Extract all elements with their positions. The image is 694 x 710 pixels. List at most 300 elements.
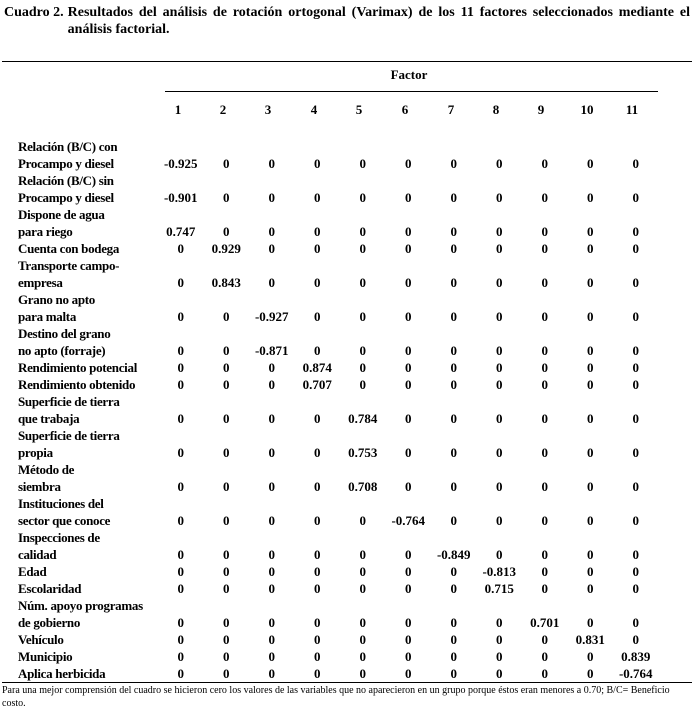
loading-value: 0 <box>541 224 548 239</box>
row-label <box>18 580 158 597</box>
loading-value: 0 <box>450 275 457 290</box>
loading-value: 0 <box>314 156 321 171</box>
caption-number: Cuadro 2. <box>4 5 64 20</box>
row-label <box>18 291 158 325</box>
loading-value: 0 <box>268 581 275 596</box>
loading-value: 0 <box>268 241 275 256</box>
loading-value: 0 <box>587 309 594 324</box>
loading-value: 0 <box>541 156 548 171</box>
loading-value: 0 <box>177 615 184 630</box>
loading-value: 0 <box>177 513 184 528</box>
loading-value: 0 <box>587 275 594 290</box>
loading-value: 0 <box>223 360 230 375</box>
loading-value: 0 <box>450 309 457 324</box>
loading-value: 0 <box>223 632 230 647</box>
loading-value: 0 <box>541 411 548 426</box>
caption-text: Resultados del análisis de rotación ortogonal (Varimax) de los 11 factores seleccionados mediante el análisis factorial. <box>67 5 690 37</box>
loading-value: 0 <box>223 564 230 579</box>
table-row <box>18 648 659 665</box>
loading-value: 0 <box>268 666 275 681</box>
loading-value: 0 <box>450 666 457 681</box>
loading-value: 0 <box>405 615 412 630</box>
loading-value: 0 <box>496 666 503 681</box>
top-rule <box>2 61 692 62</box>
row-label-line: Superficie de tierra <box>18 394 120 409</box>
loading-value: 0 <box>450 649 457 664</box>
row-label-line: Destino del grano <box>18 326 111 341</box>
row-label <box>18 597 158 631</box>
row-label <box>18 529 158 563</box>
loading-value: 0 <box>632 309 639 324</box>
column-header-8: 8 <box>492 102 500 117</box>
loading-value: 0 <box>177 445 184 460</box>
row-label <box>18 461 158 495</box>
loading-value: 0 <box>496 615 503 630</box>
loading-value: 0 <box>359 275 366 290</box>
loading-value: 0 <box>632 343 639 358</box>
loading-value: 0 <box>632 513 639 528</box>
loading-value: 0 <box>450 411 457 426</box>
loading-value: 0 <box>314 343 321 358</box>
loading-value: -0.901 <box>163 190 198 205</box>
row-label <box>18 495 158 529</box>
loading-value: 0 <box>496 343 503 358</box>
column-header-5: 5 <box>355 102 363 117</box>
loading-value: 0 <box>541 666 548 681</box>
loading-value: 0 <box>223 224 230 239</box>
table-row <box>18 291 659 325</box>
loading-value: 0 <box>405 360 412 375</box>
loading-value: 0 <box>223 649 230 664</box>
loading-value: 0 <box>359 615 366 630</box>
loading-value: -0.871 <box>254 343 289 358</box>
row-label-line: no apto (forraje) <box>18 343 106 358</box>
loading-value: 0 <box>359 513 366 528</box>
row-label-line: propia <box>18 445 53 460</box>
loading-value: 0 <box>359 190 366 205</box>
loading-value: 0 <box>223 581 230 596</box>
loading-value: 0 <box>541 479 548 494</box>
loading-value: 0 <box>223 156 230 171</box>
row-label <box>18 325 158 359</box>
loading-value: 0 <box>268 156 275 171</box>
table-row <box>18 631 659 648</box>
row-label-line: Instituciones del <box>18 496 104 511</box>
loading-value: 0 <box>450 224 457 239</box>
loading-value: 0 <box>450 190 457 205</box>
table-row <box>18 257 659 291</box>
loading-value: 0 <box>496 360 503 375</box>
loading-value: 0 <box>314 411 321 426</box>
loading-value: 0 <box>359 564 366 579</box>
loading-value: 0 <box>541 649 548 664</box>
loading-value: 0 <box>268 377 275 392</box>
loading-value: 0 <box>496 190 503 205</box>
loading-value: 0 <box>314 224 321 239</box>
loading-value: 0 <box>496 411 503 426</box>
loading-value: 0.843 <box>211 275 241 290</box>
loading-value: 0 <box>587 190 594 205</box>
row-label-line: Dispone de agua <box>18 207 105 222</box>
row-label-line: para riego <box>18 224 73 239</box>
loading-value: 0 <box>632 547 639 562</box>
loading-value: 0 <box>359 360 366 375</box>
loading-value: 0 <box>268 547 275 562</box>
footnote: Para una mejor comprensión del cuadro se hicieron cero los valores de las variables que no aparecieron en un grupo porque éstos eran menores a 0.70; B/C= Beneficio costo. <box>2 685 670 709</box>
loading-value: 0 <box>405 156 412 171</box>
row-label-line: de gobierno <box>18 615 81 630</box>
table-row <box>18 597 659 631</box>
loading-value: 0 <box>632 615 639 630</box>
row-label-line: Rendimiento obtenido <box>18 377 136 392</box>
loading-value: 0 <box>314 547 321 562</box>
table-row <box>18 393 659 427</box>
loading-value: 0 <box>587 445 594 460</box>
table-row <box>18 138 659 172</box>
column-header-6: 6 <box>401 102 409 117</box>
row-label-line: Inspecciones de <box>18 530 100 545</box>
row-label <box>18 240 158 257</box>
loading-value: 0 <box>268 615 275 630</box>
loading-value: 0 <box>405 547 412 562</box>
table-row <box>18 665 659 682</box>
table-row <box>18 206 659 240</box>
loading-value: 0 <box>223 445 230 460</box>
loading-value: 0 <box>587 411 594 426</box>
loading-value: 0 <box>405 479 412 494</box>
factor-rule <box>165 91 658 92</box>
row-label-line: siembra <box>18 479 61 494</box>
loading-value: 0 <box>177 360 184 375</box>
loading-value: 0 <box>223 343 230 358</box>
loading-value: 0 <box>496 275 503 290</box>
column-header-4: 4 <box>310 102 318 117</box>
bottom-rule <box>2 682 692 683</box>
loading-value: 0 <box>450 156 457 171</box>
loading-value: 0 <box>405 241 412 256</box>
loading-value: 0 <box>496 156 503 171</box>
row-label-line: Relación (B/C) sin <box>18 173 114 188</box>
loading-value: 0 <box>359 156 366 171</box>
loading-value: 0 <box>450 241 457 256</box>
row-label <box>18 393 158 427</box>
loading-value: 0 <box>587 547 594 562</box>
loading-value: -0.813 <box>482 564 517 579</box>
loading-value: 0 <box>314 666 321 681</box>
loading-value: 0 <box>541 564 548 579</box>
loading-value: 0 <box>223 411 230 426</box>
loading-value: 0.708 <box>348 479 378 494</box>
loading-value: 0 <box>268 445 275 460</box>
loading-value: 0 <box>405 564 412 579</box>
loading-value: -0.927 <box>254 309 289 324</box>
loading-value: 0 <box>359 377 366 392</box>
loading-value: 0.715 <box>484 581 514 596</box>
table-row <box>18 172 659 206</box>
loading-value: -0.764 <box>391 513 426 528</box>
factor-table <box>18 138 659 682</box>
loading-value: 0 <box>541 343 548 358</box>
loading-value: 0 <box>450 360 457 375</box>
loading-value: 0 <box>496 377 503 392</box>
row-label-line: sector que conoce <box>18 513 111 528</box>
row-label <box>18 631 158 648</box>
loading-value: 0 <box>314 190 321 205</box>
row-label-line: para malta <box>18 309 77 324</box>
loading-value: 0 <box>223 513 230 528</box>
loading-value: 0 <box>314 445 321 460</box>
loading-value: 0.707 <box>302 377 332 392</box>
loading-value: -0.764 <box>618 666 653 681</box>
loading-value: 0 <box>632 156 639 171</box>
loading-value: 0.831 <box>575 632 605 647</box>
loading-value: 0 <box>450 632 457 647</box>
loading-value: 0 <box>632 445 639 460</box>
loading-value: 0 <box>314 649 321 664</box>
row-label <box>18 665 158 682</box>
loading-value: 0 <box>496 513 503 528</box>
loading-value: 0 <box>177 649 184 664</box>
loading-value: 0 <box>541 547 548 562</box>
loading-value: 0 <box>177 632 184 647</box>
loading-value: 0 <box>496 224 503 239</box>
row-label-line: que trabaja <box>18 411 80 426</box>
row-label-line: Aplica herbicida <box>18 666 106 681</box>
table-row <box>18 580 659 597</box>
row-label <box>18 359 158 376</box>
loading-value: 0 <box>314 241 321 256</box>
loading-value: 0 <box>496 445 503 460</box>
loading-value: 0 <box>587 241 594 256</box>
loading-value: 0 <box>587 666 594 681</box>
loading-value: 0 <box>587 479 594 494</box>
loading-value: 0 <box>587 360 594 375</box>
loading-value: 0 <box>405 649 412 664</box>
loading-value: 0 <box>632 241 639 256</box>
loading-value: 0 <box>177 343 184 358</box>
loading-value: 0 <box>268 632 275 647</box>
loading-value: 0 <box>541 581 548 596</box>
column-header-3: 3 <box>264 102 272 117</box>
loading-value: -0.925 <box>163 156 198 171</box>
table-row <box>18 376 659 393</box>
loading-value: 0 <box>223 666 230 681</box>
loading-value: 0 <box>405 343 412 358</box>
row-label <box>18 206 158 240</box>
loading-value: 0 <box>314 615 321 630</box>
loading-value: 0 <box>268 360 275 375</box>
row-label-line: Escolaridad <box>18 581 82 596</box>
loading-value: 0 <box>268 564 275 579</box>
loading-value: 0 <box>632 360 639 375</box>
row-label-line: Superficie de tierra <box>18 428 120 443</box>
loading-value: 0 <box>359 649 366 664</box>
loading-value: 0 <box>223 615 230 630</box>
loading-value: 0 <box>359 309 366 324</box>
row-label-line: Procampo y diesel <box>18 190 114 205</box>
loading-value: 0 <box>405 666 412 681</box>
loading-value: 0 <box>359 224 366 239</box>
loading-value: 0 <box>496 241 503 256</box>
loading-value: 0 <box>359 547 366 562</box>
loading-value: 0 <box>268 513 275 528</box>
loading-value: 0 <box>632 479 639 494</box>
loading-value: 0 <box>314 632 321 647</box>
loading-value: 0 <box>177 309 184 324</box>
row-label-line: Transporte campo- <box>18 258 120 273</box>
loading-value: 0 <box>632 581 639 596</box>
loading-value: 0 <box>268 190 275 205</box>
loading-value: 0 <box>632 632 639 647</box>
loading-value: 0 <box>541 513 548 528</box>
row-label-line: Grano no apto <box>18 292 96 307</box>
loading-value: 0 <box>314 513 321 528</box>
loading-value: 0 <box>177 377 184 392</box>
table-row <box>18 563 659 580</box>
loading-value: 0 <box>496 547 503 562</box>
loading-value: 0.874 <box>302 360 332 375</box>
loading-value: 0 <box>496 479 503 494</box>
loading-value: 0 <box>314 564 321 579</box>
loading-value: 0 <box>177 275 184 290</box>
row-label <box>18 257 158 291</box>
loading-value: 0 <box>223 309 230 324</box>
loading-value: 0 <box>359 343 366 358</box>
loading-value: 0.929 <box>211 241 241 256</box>
loading-value: 0 <box>587 513 594 528</box>
loading-value: 0 <box>177 411 184 426</box>
column-header-11: 11 <box>625 102 639 117</box>
row-label-line: Edad <box>18 564 47 579</box>
loading-value: 0 <box>359 241 366 256</box>
loading-value: 0 <box>587 343 594 358</box>
loading-value: 0 <box>359 666 366 681</box>
loading-value: 0 <box>587 615 594 630</box>
loading-value: 0 <box>268 411 275 426</box>
row-label-line: Procampo y diesel <box>18 156 114 171</box>
loading-value: 0 <box>314 309 321 324</box>
table-row <box>18 495 659 529</box>
loading-value: 0 <box>496 649 503 664</box>
loading-value: 0 <box>450 479 457 494</box>
loading-value: 0 <box>632 224 639 239</box>
loading-value: 0 <box>268 649 275 664</box>
loading-value: 0 <box>450 343 457 358</box>
row-label <box>18 427 158 461</box>
row-label-line: Método de <box>18 462 75 477</box>
loading-value: 0 <box>541 632 548 647</box>
loading-value: 0 <box>541 445 548 460</box>
loading-value: 0 <box>268 479 275 494</box>
loading-value: 0 <box>405 190 412 205</box>
loading-value: 0 <box>177 581 184 596</box>
loading-value: 0 <box>541 377 548 392</box>
row-label <box>18 563 158 580</box>
loading-value: 0 <box>450 615 457 630</box>
loading-value: 0 <box>405 411 412 426</box>
table-row <box>18 325 659 359</box>
table-row <box>18 427 659 461</box>
loading-value: 0 <box>314 581 321 596</box>
column-header-7: 7 <box>447 102 455 117</box>
column-header-10: 10 <box>580 102 594 117</box>
loading-value: 0 <box>496 309 503 324</box>
loading-value: 0 <box>587 377 594 392</box>
loading-value: 0 <box>177 547 184 562</box>
loading-value: 0 <box>359 581 366 596</box>
loading-value: 0 <box>177 241 184 256</box>
loading-value: 0 <box>177 564 184 579</box>
table-row <box>18 240 659 257</box>
column-header-9: 9 <box>537 102 545 117</box>
loading-value: 0 <box>405 377 412 392</box>
loading-value: 0.753 <box>348 445 378 460</box>
row-label-line: Cuenta con bodega <box>18 241 120 256</box>
row-label-line: empresa <box>18 275 63 290</box>
loading-value: 0 <box>587 649 594 664</box>
loading-value: 0 <box>223 190 230 205</box>
loading-value: 0 <box>632 190 639 205</box>
loading-value: 0 <box>405 224 412 239</box>
loading-value: 0 <box>405 581 412 596</box>
loading-value: 0 <box>587 156 594 171</box>
loading-value: 0 <box>632 275 639 290</box>
loading-value: -0.849 <box>436 547 471 562</box>
loading-value: 0.747 <box>166 224 196 239</box>
loading-value: 0 <box>541 309 548 324</box>
row-label-line: Municipio <box>18 649 73 664</box>
loading-value: 0 <box>632 411 639 426</box>
loading-value: 0 <box>496 632 503 647</box>
loading-value: 0 <box>314 275 321 290</box>
table-caption <box>4 4 690 38</box>
loading-value: 0 <box>450 513 457 528</box>
table-row <box>18 359 659 376</box>
loading-value: 0 <box>587 224 594 239</box>
loading-value: 0 <box>450 445 457 460</box>
row-label <box>18 138 158 172</box>
loading-value: 0 <box>541 190 548 205</box>
row-label-line: Rendimiento potencial <box>18 360 138 375</box>
loading-value: 0 <box>405 445 412 460</box>
loading-value: 0 <box>268 224 275 239</box>
row-label-line: Núm. apoyo programas <box>18 598 143 613</box>
loading-value: 0 <box>177 666 184 681</box>
loading-value: 0 <box>541 360 548 375</box>
row-label-line: Vehículo <box>18 632 64 647</box>
table-row <box>18 461 659 495</box>
loading-value: 0 <box>223 547 230 562</box>
loading-value: 0 <box>541 275 548 290</box>
row-label <box>18 172 158 206</box>
loading-value: 0.839 <box>621 649 651 664</box>
loading-value: 0 <box>450 581 457 596</box>
loading-value: 0 <box>223 479 230 494</box>
loading-value: 0 <box>541 241 548 256</box>
loading-value: 0 <box>450 564 457 579</box>
loading-value: 0 <box>314 479 321 494</box>
row-label-line: Relación (B/C) con <box>18 139 118 154</box>
table-row <box>18 529 659 563</box>
loading-value: 0.784 <box>348 411 378 426</box>
loading-value: 0 <box>632 564 639 579</box>
loading-value: 0 <box>632 377 639 392</box>
loading-value: 0 <box>177 479 184 494</box>
loading-value: 0 <box>587 581 594 596</box>
factor-group-header: Factor <box>390 67 428 82</box>
loading-value: 0 <box>405 632 412 647</box>
row-label-line: calidad <box>18 547 57 562</box>
